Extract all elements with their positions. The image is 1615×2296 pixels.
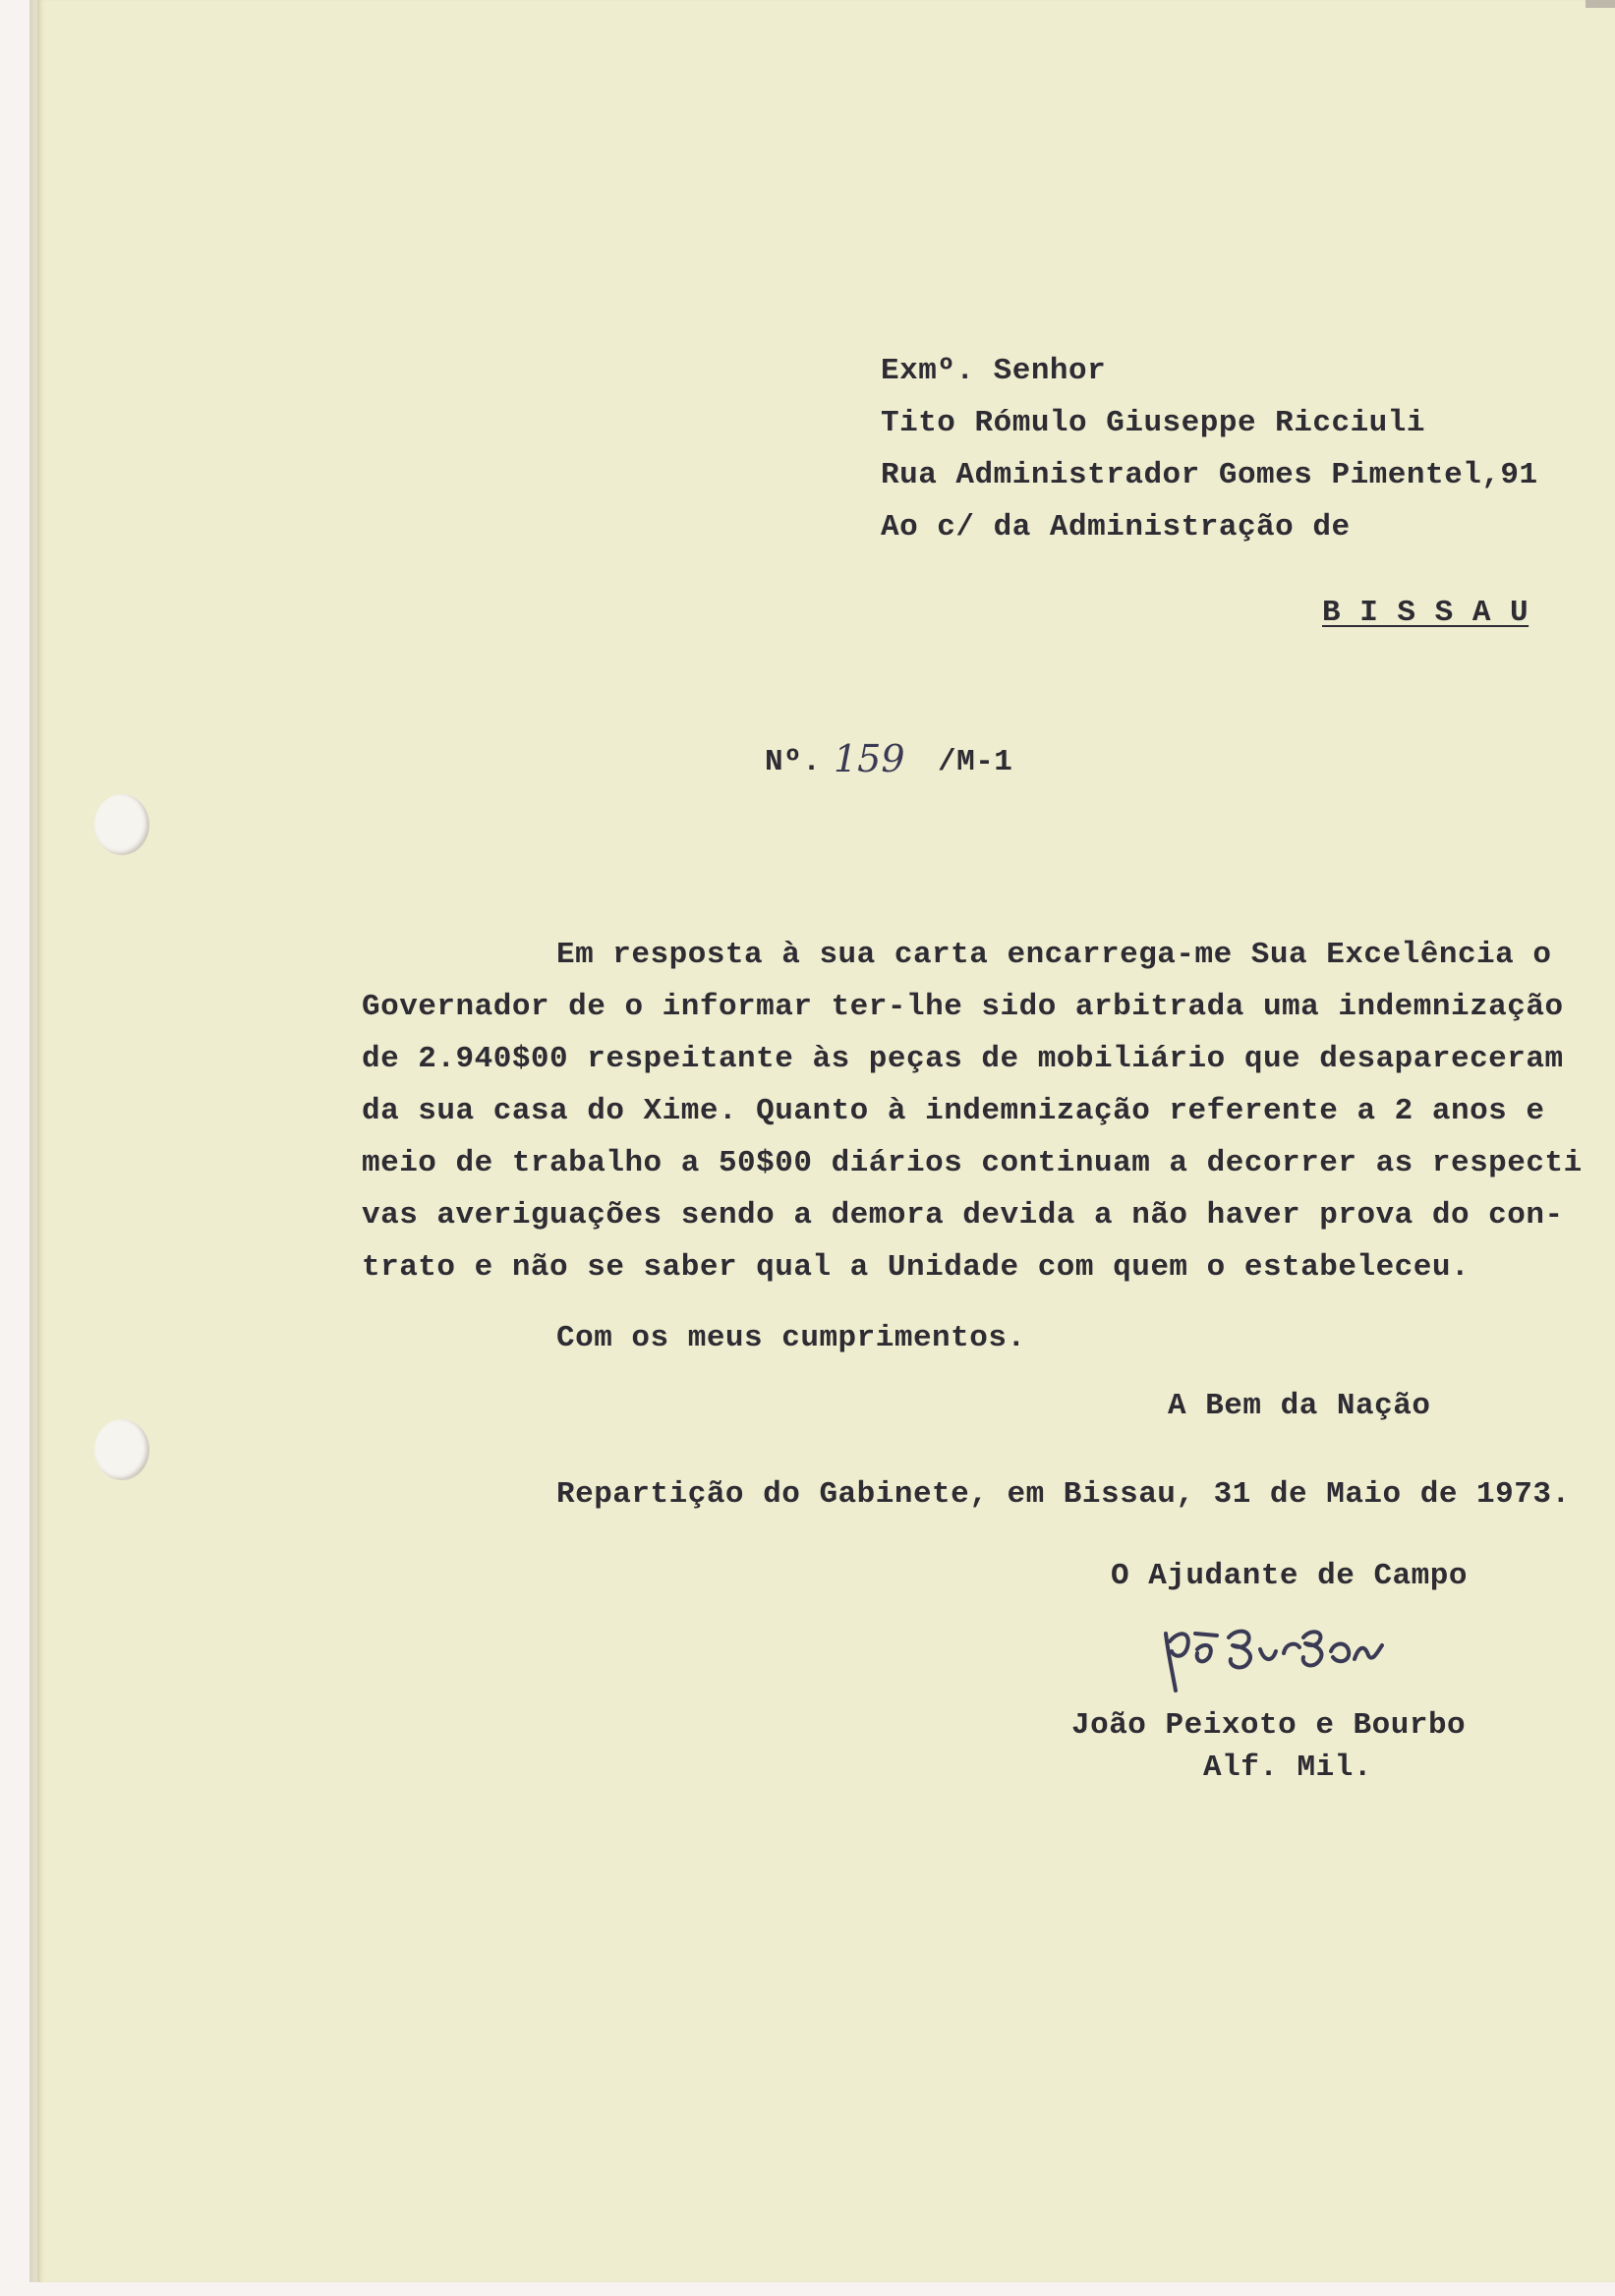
place-and-date: Repartição do Gabinete, em Bissau, 31 de Maio de 1973. [556, 1477, 1571, 1512]
reference-number-handwritten: 159 [834, 737, 905, 780]
signature-scribble-icon [1158, 1612, 1413, 1700]
body-line-7: trato e não se saber qual a Unidade com quem o estabeleceu. [362, 1250, 1471, 1285]
address-street: Rua Administrador Gomes Pimentel,91 [881, 458, 1538, 492]
body-line-3: de 2.940$00 respeitante às peças de mobiliário que desapareceram [362, 1042, 1564, 1076]
scan-corner-mark [1586, 0, 1615, 8]
handwritten-signature [1158, 1612, 1413, 1705]
signatory-rank: Alf. Mil. [1203, 1751, 1372, 1785]
address-care-of: Ao c/ da Administração de [881, 510, 1351, 545]
address-name: Tito Rómulo Giuseppe Ricciuli [881, 406, 1425, 440]
letter-page [37, 0, 1615, 2282]
punch-hole-top [94, 794, 149, 855]
closing-motto: A Bem da Nação [1168, 1389, 1431, 1423]
reference-suffix: /M-1 [938, 745, 1013, 779]
signatory-name: João Peixoto e Bourbo [1071, 1708, 1467, 1743]
body-line-5: meio de trabalho a 50$00 diários continuam a decorrer as respecti [362, 1146, 1583, 1180]
body-line-6: vas averiguações sendo a demora devida a não haver prova do con- [362, 1198, 1564, 1233]
body-line-2: Governador de o informar ter-lhe sido arbitrada uma indemnização [362, 990, 1564, 1024]
punch-hole-bottom [94, 1419, 149, 1480]
body-line-1: Em resposta à sua carta encarrega-me Sua Excelência o [556, 938, 1552, 972]
body-line-4: da sua casa do Xime. Quanto à indemnização referente a 2 anos e [362, 1094, 1545, 1128]
address-city: B I S S A U [1322, 596, 1529, 630]
address-salutation: Exmº. Senhor [881, 354, 1107, 388]
reference-prefix: Nº. [765, 745, 822, 779]
closing-greeting: Com os meus cumprimentos. [556, 1321, 1026, 1355]
signatory-role: O Ajudante de Campo [1111, 1559, 1468, 1593]
